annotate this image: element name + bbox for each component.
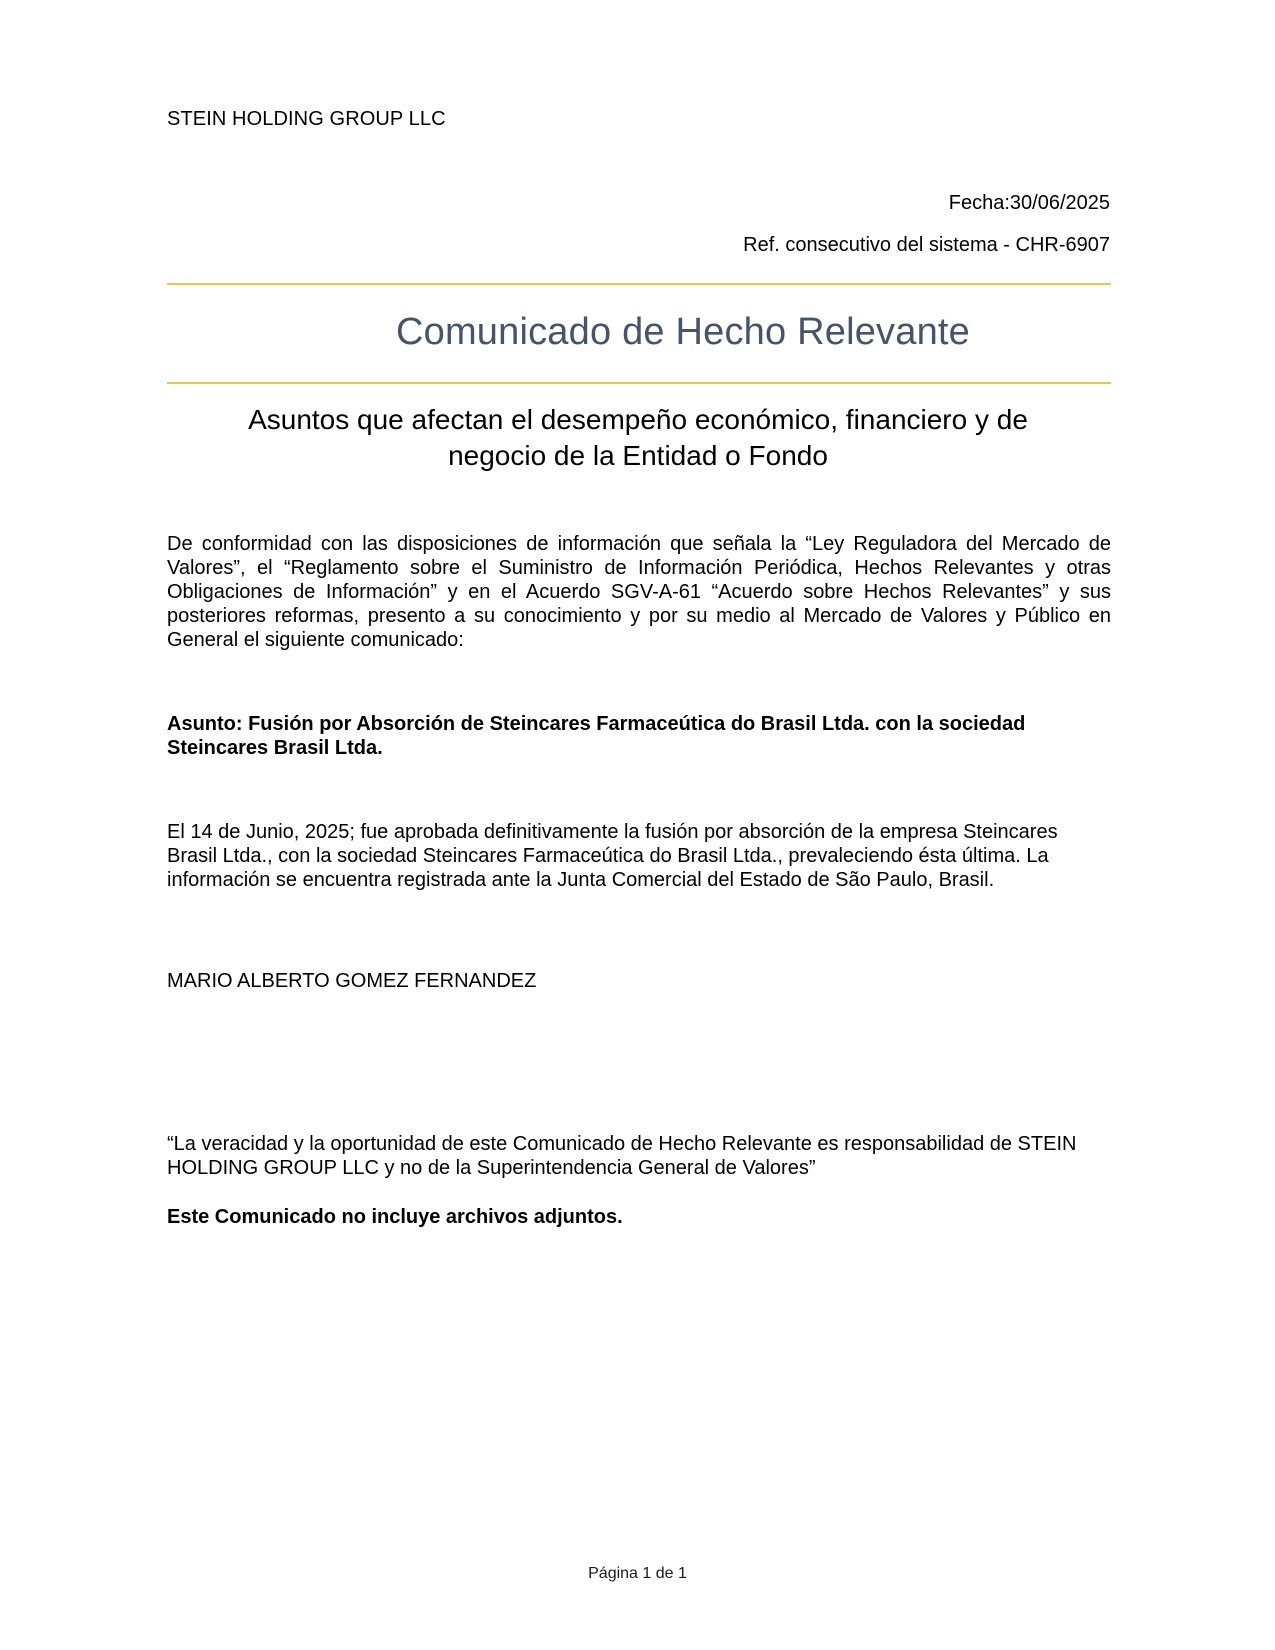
- document-date: Fecha:30/06/2025: [948, 192, 1110, 214]
- reference-number: Ref. consecutivo del sistema - CHR-6907: [743, 234, 1110, 256]
- page-number: Página 1 de 1: [588, 1565, 687, 1582]
- signer-name: MARIO ALBERTO GOMEZ FERNANDEZ: [167, 970, 537, 992]
- intro-paragraph: De conformidad con las disposiciones de información que señala la “Ley Reguladora del Mercado de Valores”, el “Reglamento sobre el Suministro de Información Periódica, Hechos Relevantes y otras Obligaciones de Información” y en el Acuerdo SGV-A-61 “Acuerdo sobre Hechos Relevantes” y sus posteriores reformas, presento a su conocimiento y por su medio al Mercado de Valores y Público en General el siguiente comunicado:: [167, 533, 1111, 651]
- detail-paragraph: El 14 de Junio, 2025; fue aprobada definitivamente la fusión por absorción de la empresa Steincares Brasil Ltda., con la sociedad Steincares Farmaceútica do Brasil Ltda., prevaleciendo ésta última. La información se encuentra registrada ante la Junta Comercial del Estado de São Paulo, Brasil.: [167, 821, 1058, 891]
- document-title: Comunicado de Hecho Relevante: [395, 311, 971, 353]
- bottom-divider: [167, 382, 1111, 384]
- top-divider: [167, 283, 1111, 285]
- disclaimer-paragraph: “La veracidad y la oportunidad de este Comunicado de Hecho Relevante es responsabilidad de STEIN HOLDING GROUP LLC y no de la Superintendencia General de Valores”: [167, 1133, 1077, 1179]
- subtitle-line-1: Asuntos que afectan el desempeño económico, financiero y de: [248, 404, 1028, 435]
- attachments-note: Este Comunicado no incluye archivos adjuntos.: [167, 1206, 623, 1228]
- document-subtitle: [200, 402, 1076, 474]
- company-name: STEIN HOLDING GROUP LLC: [167, 108, 446, 130]
- subject-line: Asunto: Fusión por Absorción de Steincares Farmaceútica do Brasil Ltda. con la sociedad Steincares Brasil Ltda.: [167, 713, 1026, 759]
- subtitle-line-2: negocio de la Entidad o Fondo: [448, 440, 828, 471]
